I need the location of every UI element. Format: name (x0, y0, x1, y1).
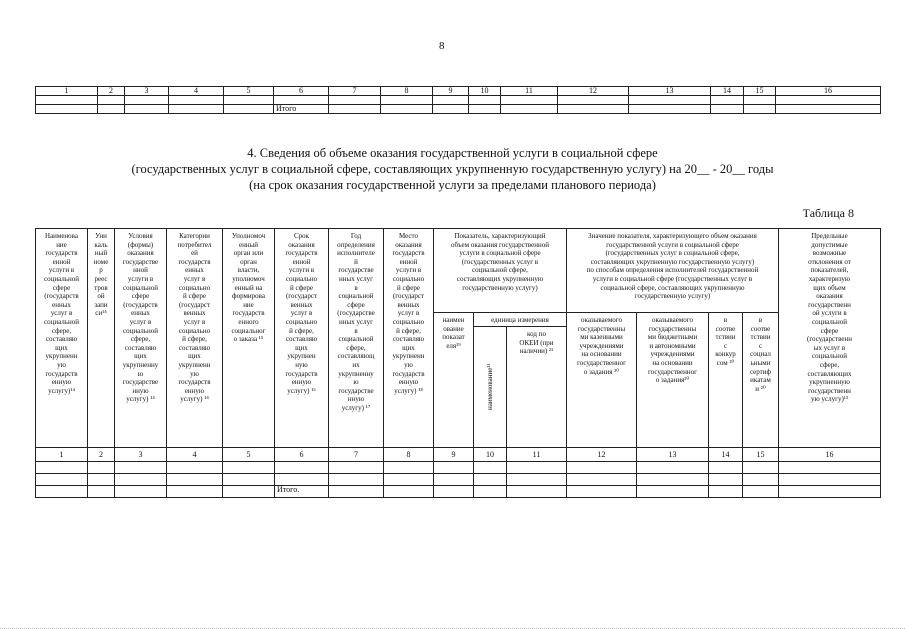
header-social-certificates: в соотве тствии с социал ьными сертиф икатам и ²⁰ (743, 313, 779, 448)
empty-row (36, 474, 881, 486)
col-number: 14 (709, 448, 743, 462)
col-number: 14 (711, 87, 744, 96)
heading-line-2: (государственных услуг в социальной сфере, составляющих укрупненную государственную услугу) на 20__ - 20__ годы (131, 162, 774, 176)
col-number: 15 (744, 87, 776, 96)
col-number: 12 (567, 448, 637, 462)
col-number: 2 (98, 87, 125, 96)
total-row (36, 486, 881, 498)
col-number: 6 (274, 87, 329, 96)
column-numbers-row (36, 448, 881, 462)
col-number: 7 (329, 448, 384, 462)
col-number: 15 (743, 448, 779, 462)
table-label: Таблица 8 (802, 206, 854, 220)
col-number: 7 (329, 87, 381, 96)
col-number: 10 (474, 448, 507, 462)
col-number: 11 (501, 87, 558, 96)
col-number: 10 (469, 87, 501, 96)
total-label: Итого. (275, 486, 329, 498)
col-number: 13 (629, 87, 711, 96)
header-unit-name-cell (474, 327, 507, 448)
header-registry-number: Уни каль ный номе р реес тров ой запи си¹⁴ (88, 229, 115, 448)
col-number: 11 (507, 448, 567, 462)
header-conditions: Условия (формы) оказания государстве нной услуги в социальной сфере (государств енных услуг в социальной сфере, составляю щих укрупненну ю государстве нную услугу) ¹⁴ (115, 229, 167, 448)
col-number: 16 (779, 448, 881, 462)
header-consumer-categories: Категории потребител ей государств енных услуг в социально й сфере (государст венных услуг в социально й сфере, составляю щих укрупненн ую государств енную услугу) ¹⁴ (167, 229, 223, 448)
col-number: 2 (88, 448, 115, 462)
col-number: 9 (433, 87, 469, 96)
header-okei-code: код по ОКЕИ (при наличии) ²¹ (507, 327, 567, 448)
col-number: 9 (434, 448, 474, 462)
col-number: 8 (384, 448, 434, 462)
header-authorized-body: Уполномоч енный орган или орган власти, уполномоч енный на формирова ние государств енного социальног о заказа ¹⁵ (223, 229, 275, 448)
scan-edge (0, 628, 905, 633)
header-unit-group: единица измерения (474, 313, 567, 327)
header-service-term: Срок оказания государств енной услуги в социально й сфере (государст венных услуг в социально й сфере, составляю щих укрупнен ную государств енную услугу) ¹⁶ (275, 229, 329, 448)
total-row (36, 105, 881, 114)
continuation-table (35, 86, 881, 114)
col-number: 3 (115, 448, 167, 462)
heading-line-1: 4. Сведения об объеме оказания государственной услуги в социальной сфере (247, 146, 658, 160)
header-value-group: Значение показателя, характеризующего объем оказания государственной услуги в социальной сфере (государственных услуг в социальной сфере, составляющих укрупненную государственную услугу) по способам определения исполнителей государственной услуги в социальной сфере (государственных услуг в социальной сфере, составляющих укрупненную государственную услугу) (567, 229, 779, 313)
heading-line-3: (на срок оказания государственной услуги за пределами планового периода) (249, 178, 656, 192)
column-numbers-row (36, 87, 881, 96)
page-number: 8 (439, 40, 445, 52)
col-number: 8 (381, 87, 433, 96)
empty-row (36, 462, 881, 474)
header-determination-year: Год определения исполнителе й государстве нных услуг в социальной сфере (государстве нных услуг в социальной сфере, составляющ их укрупненну ю государстве нную услугу) ¹⁷ (329, 229, 384, 448)
col-number: 5 (223, 448, 275, 462)
col-number: 12 (558, 87, 629, 96)
col-number: 3 (125, 87, 169, 96)
header-indicator-group: Показатель, характеризующий объем оказания государственной услуги в социальной сфере (государственных услуг в социальной сфере, составляющих укрупненную государственную услугу) (434, 229, 567, 313)
header-competition: в соотве тствии с конкур сом ²⁰ (709, 313, 743, 448)
header-unit-name: наименование¹¹ (485, 363, 494, 411)
col-number: 1 (36, 87, 98, 96)
header-indicator-name: наимен ование показат еля¹⁹ (434, 313, 474, 448)
col-number: 1 (36, 448, 88, 462)
header-budget-autonomous: оказываемого государственны ми бюджетными и автономными учреждениями на основании государственног о задания²⁰ (637, 313, 709, 448)
empty-row (36, 96, 881, 105)
col-number: 4 (169, 87, 224, 96)
total-label: Итого (274, 105, 329, 114)
header-service-place: Место оказания государств енной услуги в социально й сфере (государст венных услуг в социально й сфере, составляю щих укрупненн ую государств енную услугу) ¹⁸ (384, 229, 434, 448)
header-allowed-deviations: Предельные допустимые возможные отклонения от показателей, характеризую щих объем оказания государственн ой услуги в социальной сфере (государственн ых услуг в социальной сфере, составляющих укрупненную государственн ую услугу)¹³ (779, 229, 881, 448)
header-row-1 (36, 229, 881, 313)
volume-table (35, 228, 881, 498)
col-number: 5 (224, 87, 274, 96)
header-state-treasury: оказываемого государственны ми казенными учреждениями на основании государственног о задания ²⁰ (567, 313, 637, 448)
header-service-name: Наименова ние государств енной услуги в социальной сфере (государств енных услуг в социальной сфере, составляю щих укрупненн ую государств енную услугу)¹⁴ (36, 229, 88, 448)
col-number: 6 (275, 448, 329, 462)
col-number: 13 (637, 448, 709, 462)
section-heading (0, 145, 905, 193)
col-number: 16 (776, 87, 881, 96)
col-number: 4 (167, 448, 223, 462)
